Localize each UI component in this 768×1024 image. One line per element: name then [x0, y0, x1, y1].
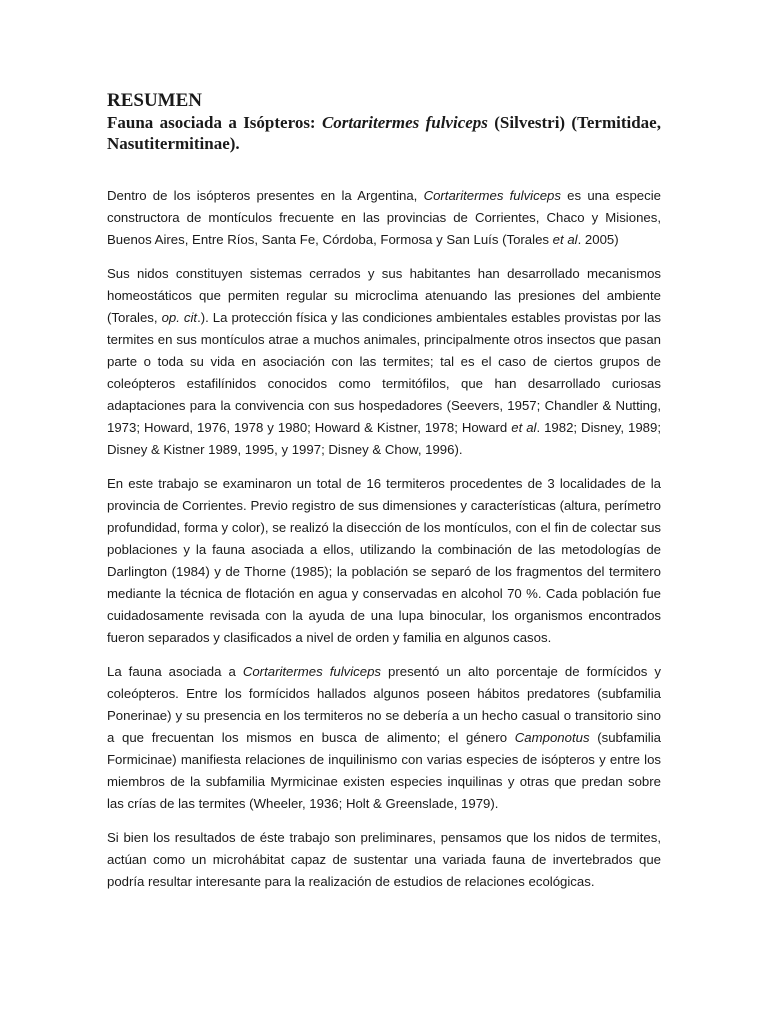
body-paragraph [107, 661, 661, 815]
paragraph-text: Sus nidos constituyen sistemas cerrados y sus habitantes han desarrollado mecanismos homeostáticos que permiten regular su microclima atenuando las presiones del ambiente (Torales, [107, 266, 661, 325]
paragraph-text: En este trabajo se examinaron un total de 16 termiteros procedentes de 3 localidades de la provincia de Corrientes. Previo registro de sus dimensiones y características (altura, perímetro profundidad, forma y color), se realizó la disección de los montículos, con el fin de colectar sus poblaciones y la fauna asociada a ellos, utilizando la combinación de las metodologías de Darlington (1984) y de Thorne (1985); la población se separó de los fragmentos del termitero mediante la técnica de flotación en agua y conservadas en alcohol 70 %. Cada población fue cuidadosamente revisada con la ayuda de una lupa binocular, los organismos encontrados fueron separados y clasificados a nivel de orden y familia en algunos casos. [107, 476, 661, 645]
body-paragraph [107, 827, 661, 893]
paragraph-text: .). La protección física y las condiciones ambientales estables provistas por las termites en sus montículos atrae a muchos animales, principalmente otros insectos que pasan parte o toda su vida en asociación con las termites; tal es el caso de ciertos grupos de coleópteros estafilínidos conocidos como termitófilos, que han desarrollado curiosas adaptaciones para la convivencia con sus hospedadores (Seevers, 1957; Chandler & Nutting, 1973; Howard, 1976, 1978 y 1980; Howard & Kistner, 1978; Howard [107, 310, 662, 435]
subtitle-suffix: (Silvestri) (Termitidae, Nasutitermitinae). [107, 113, 661, 153]
italic-term: et al [552, 232, 578, 247]
body-text [107, 185, 661, 893]
paragraph-text: La fauna asociada a [107, 664, 243, 679]
paragraph-text: es una especie constructora de montículos frecuente en las provincias de Corrientes, Chaco y Misiones, Buenos Aires, Entre Ríos, Santa Fe, Córdoba, Formosa y San Luís (Torales [107, 188, 661, 247]
italic-term: Cortaritermes fulviceps [423, 188, 561, 203]
italic-term: Cortaritermes fulviceps [242, 664, 382, 679]
document-page [107, 90, 661, 905]
body-paragraph [107, 473, 661, 649]
section-heading: RESUMEN [107, 90, 203, 111]
document-subtitle [107, 112, 661, 154]
paragraph-text: . 2005) [577, 232, 619, 247]
subtitle-prefix: Fauna asociada a Isópteros: [107, 113, 322, 132]
italic-term: op. cit [161, 310, 198, 325]
italic-term: et al [511, 420, 537, 435]
body-paragraph [107, 263, 661, 461]
subtitle-species: Cortaritermes fulviceps [321, 113, 488, 132]
paragraph-text: Dentro de los isópteros presentes en la Argentina, [107, 188, 424, 203]
paragraph-text: presentó un alto porcentaje de formícidos y coleópteros. Entre los formícidos hallados algunos poseen hábitos predatores (subfamilia Ponerinae) y su presencia en los termiteros no se debería a un hecho casual o transitorio sino a que frecuentan los mismos en busca de alimento; el género [107, 664, 661, 745]
paragraph-text: Si bien los resultados de éste trabajo son preliminares, pensamos que los nidos de termites, actúan como un microhábitat capaz de sustentar una variada fauna de invertebrados que podría resultar interesante para la realización de estudios de relaciones ecológicas. [107, 830, 661, 889]
paragraph-text: . 1982; Disney, 1989; Disney & Kistner 1989, 1995, y 1997; Disney & Chow, 1996). [107, 420, 661, 457]
body-paragraph [107, 185, 661, 251]
paragraph-text: (subfamilia Formicinae) manifiesta relaciones de inquilinismo con varias especies de isópteros y entre los miembros de la subfamilia Myrmicinae existen especies inquilinas y otras que predan sobre las crías de las termites (Wheeler, 1936; Holt & Greenslade, 1979). [107, 730, 661, 811]
italic-term: Camponotus [514, 730, 590, 745]
